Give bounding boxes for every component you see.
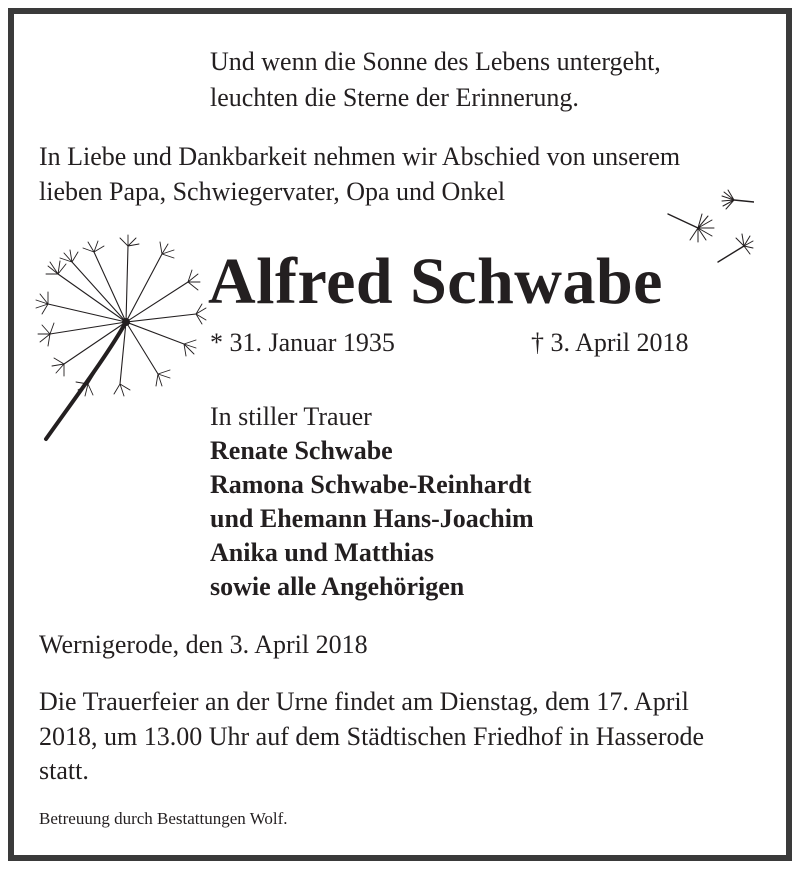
ceremony-line: statt. <box>39 756 89 785</box>
dandelion-icon <box>28 234 208 444</box>
mourner-name: Anika und Matthias <box>210 538 434 567</box>
mourner-name: sowie alle Angehörigen <box>210 572 465 601</box>
deceased-name: Alfred Schwabe <box>208 245 663 318</box>
poem-line: leuchten die Sterne der Erinnerung. <box>210 83 579 112</box>
obituary-notice <box>8 8 792 861</box>
mourners-lead: In stiller Trauer <box>210 402 372 431</box>
ceremony-info <box>39 685 784 789</box>
memorial-poem <box>210 44 661 116</box>
ceremony-line: 2018, um 13.00 Uhr auf dem Städtischen Friedhof in Hasserode <box>39 721 705 751</box>
mourners-list <box>210 400 534 604</box>
birth-date: * 31. Januar 1935 <box>210 328 395 357</box>
intro-line: lieben Papa, Schwiegervater, Opa und Onkel <box>39 177 506 206</box>
mourner-name: und Ehemann Hans-Joachim <box>210 504 534 533</box>
intro-line: In Liebe und Dankbarkeit nehmen wir Abschied von unserem <box>39 142 681 171</box>
ceremony-line: Die Trauerfeier an der Urne findet am Dienstag, dem 17. April <box>39 687 689 716</box>
mourner-name: Ramona Schwabe-Reinhardt <box>210 470 532 499</box>
mourner-name: Renate Schwabe <box>210 436 393 465</box>
poem-line: Und wenn die Sonne des Lebens untergeht, <box>210 47 661 76</box>
place-and-date: Wernigerode, den 3. April 2018 <box>39 630 368 659</box>
death-date: † 3. April 2018 <box>531 328 689 357</box>
undertaker-credit: Betreuung durch Bestattungen Wolf. <box>39 809 288 828</box>
